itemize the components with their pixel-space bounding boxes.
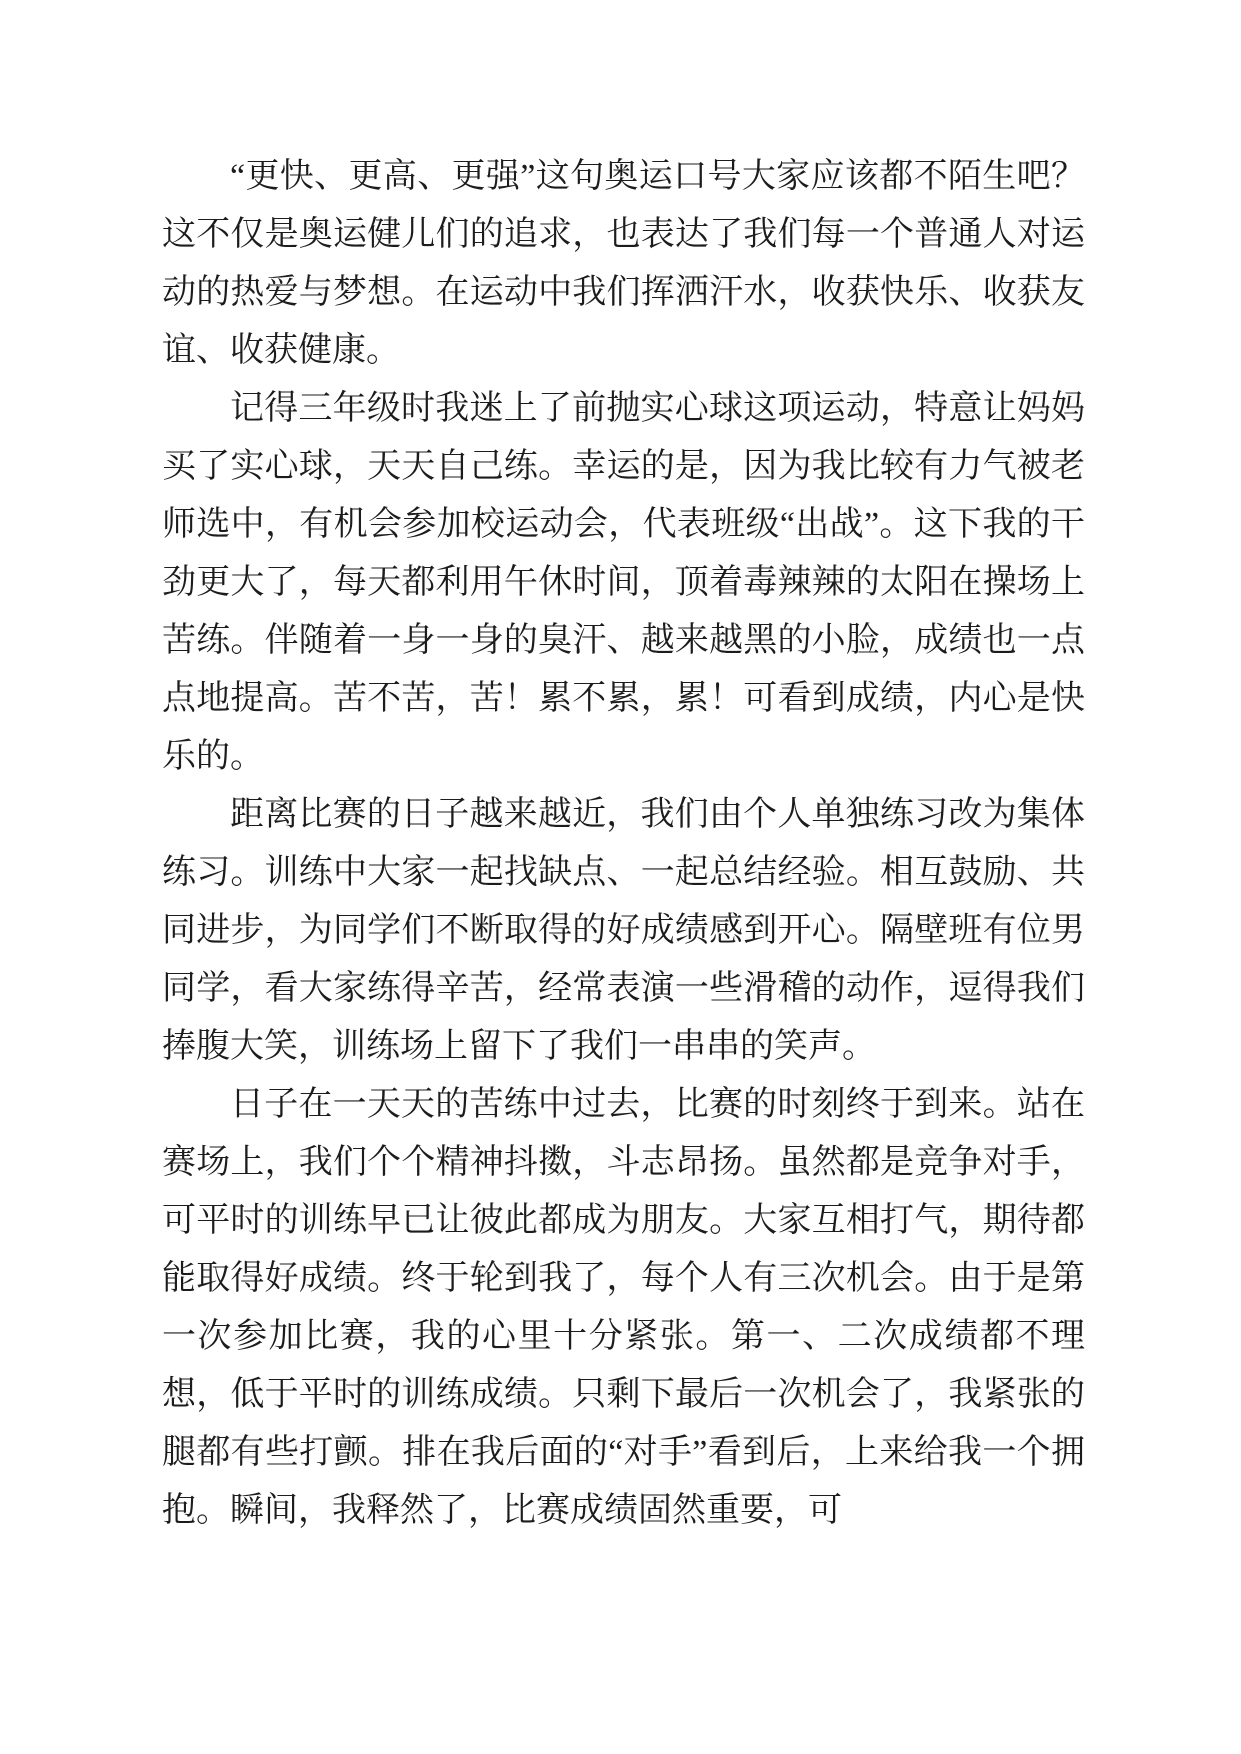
- essay-paragraph-2: 记得三年级时我迷上了前抛实心球这项运动，特意让妈妈买了实心球，天天自己练。幸运的是，因为我比较有力气被老师选中，有机会参加校运动会，代表班级“出战”。这下我的干劲更大了，每天都利用午休时间，顶着毒辣辣的太阳在操场上苦练。伴随着一身一身的臭汗、越来越黑的小脸，成绩也一点点地提高。苦不苦，苦！累不累，累！可看到成绩，内心是快乐的。: [162, 390, 1085, 775]
- essay-paragraph-1: “更快、更高、更强”这句奥运口号大家应该都不陌生吧？这不仅是奥运健儿们的追求，也表达了我们每一个普通人对运动的热爱与梦想。在运动中我们挥洒汗水，收获快乐、收获友谊、收获健康。: [162, 158, 1085, 369]
- essay-paragraph-3: 距离比赛的日子越来越近，我们由个人单独练习改为集体练习。训练中大家一起找缺点、一起总结经验。相互鼓励、共同进步，为同学们不断取得的好成绩感到开心。隔壁班有位男同学，看大家练得辛苦，经常表演一些滑稽的动作，逗得我们捧腹大笑，训练场上留下了我们一串串的笑声。: [162, 796, 1085, 1065]
- essay-paragraph-4: 日子在一天天的苦练中过去，比赛的时刻终于到来。站在赛场上，我们个个精神抖擞，斗志昂扬。虽然都是竞争对手，可平时的训练早已让彼此都成为朋友。大家互相打气，期待都能取得好成绩。终于轮到我了，每个人有三次机会。由于是第一次参加比赛，我的心里十分紧张。第一、二次成绩都不理想，低于平时的训练成绩。只剩下最后一次机会了，我紧张的腿都有些打颤。排在我后面的“对手”看到后，上来给我一个拥抱。瞬间，我释然了，比赛成绩固然重要，可: [162, 1086, 1085, 1529]
